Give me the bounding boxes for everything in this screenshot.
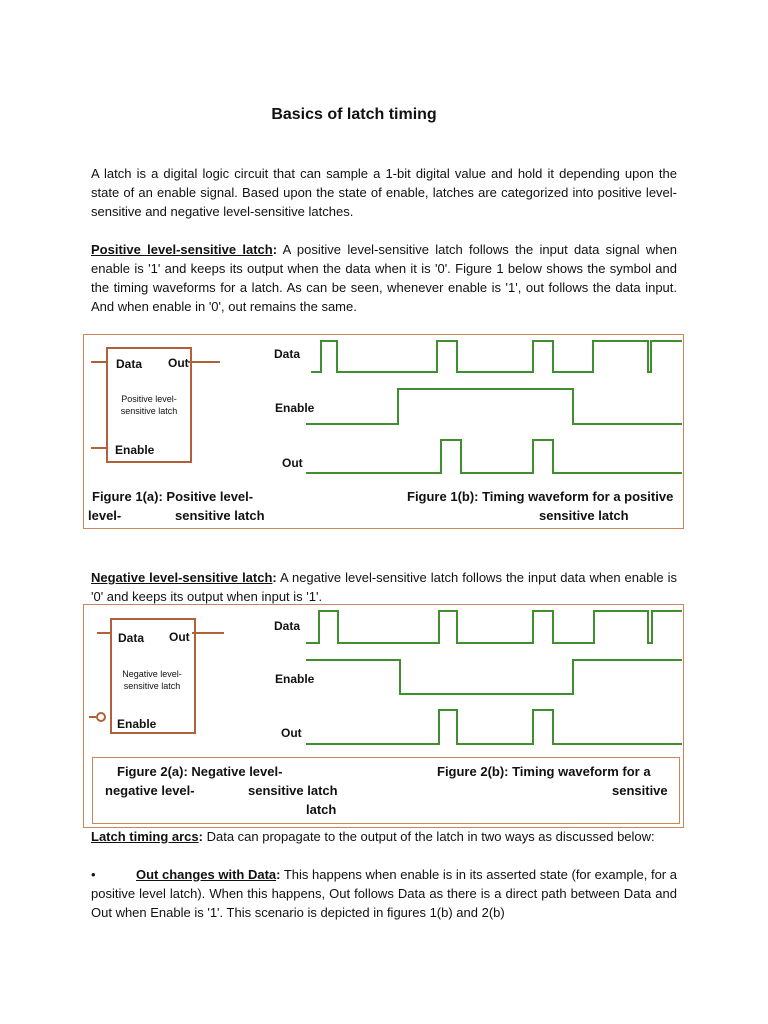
- data-waveform: [311, 341, 682, 372]
- figure-2b-caption-line2: sensitive: [612, 783, 668, 798]
- latch-timing-arcs-text: Data can propagate to the output of the latch in two ways as discussed below:: [202, 829, 655, 844]
- symbol-enable-label: Enable: [115, 443, 155, 457]
- waveform-enable-label: Enable: [275, 672, 315, 686]
- figure-1a-caption-line2a: level-: [88, 508, 122, 523]
- negative-latch-paragraph: Negative level-sensitive latch: A negative level-sensitive latch follows the input data when enable is '0' and keeps its output when input is '1'.: [91, 570, 677, 604]
- positive-latch-paragraph: Positive level-sensitive latch: A positive level-sensitive latch follows the input data signal when enable is '1' and keeps its output when the data when it is '0'. Figure 1 below shows the symbol and the timing waveforms for a latch. As can be seen, whenever enable is '1', out follows the data input. And when enable in '0', out remains the same.: [91, 242, 677, 314]
- figure-2: [83, 604, 684, 828]
- symbol-out-label: Out: [168, 356, 189, 370]
- intro-paragraph: A latch is a digital logic circuit that can sample a 1-bit digital value and hold it depending upon the state of an enable signal. Based upon the state of enable, latches are categorized into positive level-sensitive and negative level-sensitive latches.: [91, 166, 677, 219]
- figure-2b-caption-line1: Figure 2(b): Timing waveform for a: [437, 764, 651, 779]
- symbol-out-label: Out: [169, 630, 190, 644]
- bullet-paragraph: Out changes with Data: This happens when enable is in its asserted state (for example, for a positive level latch). When this happens, Out follows Data as there is a direct path between Data and Out when Enable is '1'. This scenario is depicted in figures 1(b) and 2(b): [91, 867, 677, 920]
- page-title: Basics of latch timing: [271, 106, 437, 123]
- enable-waveform: [306, 660, 682, 694]
- bullet-icon: •: [91, 867, 96, 882]
- latch-timing-arcs-paragraph: Latch timing arcs: Data can propagate to the output of the latch in two ways as discussed below:: [91, 829, 655, 844]
- figure-1: [83, 334, 684, 529]
- waveform-out-label: Out: [281, 726, 302, 740]
- out-waveform: [306, 440, 682, 473]
- waveform-enable-label: Enable: [275, 401, 315, 415]
- figure-2a-caption-line2a: negative level-: [105, 783, 195, 798]
- out-waveform: [306, 710, 682, 744]
- positive-latch-text: A positive level-sensitive latch follows the input data signal when enable is '1' and keeps its output when the data when it is '0'. Figure 1 below shows the symbol and the timing waveforms for a latch. As can be seen, whenever enable is '1', out follows the data input. And when enable in '0', out remains the same.: [91, 242, 677, 314]
- symbol-name: Negative level- sensitive latch: [122, 669, 182, 691]
- enable-waveform: [306, 389, 682, 424]
- symbol-data-label: Data: [116, 357, 143, 371]
- figure-2a-caption-line3: latch: [306, 802, 337, 817]
- figure-1a-caption-line1: Figure 1(a): Positive level-: [92, 489, 254, 504]
- symbol-name: Positive level- sensitive latch: [120, 394, 178, 416]
- waveform-out-label: Out: [282, 456, 303, 470]
- figure-2-caption-box: [92, 757, 680, 824]
- negative-latch-text: A negative level-sensitive latch follows the input data when enable is '0' and keeps its output when input is '1'.: [91, 570, 677, 604]
- figure-2a-caption-line1: Figure 2(a): Negative level-: [117, 764, 283, 779]
- figure-1b-caption-line2: sensitive latch: [539, 508, 629, 523]
- data-waveform: [306, 611, 682, 643]
- figure-1b-caption-line1: Figure 1(b): Timing waveform for a positive: [407, 489, 674, 504]
- symbol-data-label: Data: [118, 631, 145, 645]
- waveform-data-label: Data: [274, 619, 301, 633]
- latch-timing-arcs-term: Latch timing arcs: [91, 829, 199, 844]
- symbol-enable-label: Enable: [117, 717, 157, 731]
- positive-latch-term: Positive level-sensitive latch: [91, 242, 273, 257]
- negative-latch-term: Negative level-sensitive latch: [91, 570, 273, 585]
- bullet-term: Out changes with Data: [136, 867, 277, 882]
- figure-1a-caption-line2b: sensitive latch: [175, 508, 265, 523]
- waveform-data-label: Data: [274, 347, 301, 361]
- bullet-text: This happens when enable is in its asserted state (for example, for a positive level latch). When this happens, Out follows Data as there is a direct path between Data and Out when Enable is '1'. This scenario is depicted in figures 1(b) and 2(b): [91, 867, 677, 920]
- figure-2a-caption-line2b: sensitive latch: [248, 783, 338, 798]
